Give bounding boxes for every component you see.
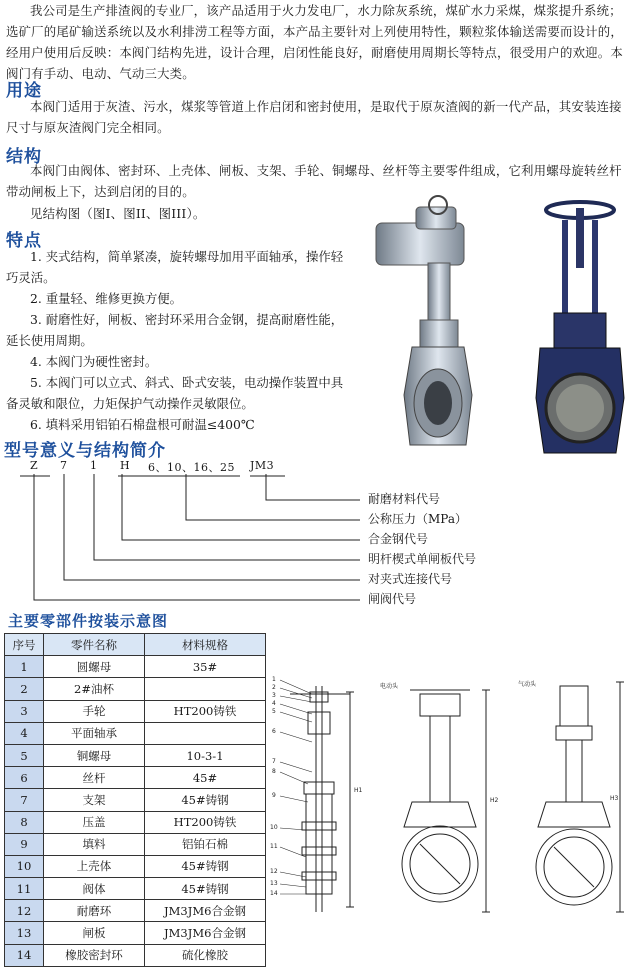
part-index-cell: 2 (5, 678, 44, 700)
part-material-cell: 45#铸钢 (145, 855, 266, 877)
code-7: 7 (60, 459, 68, 472)
callout-9: 9 (272, 792, 276, 799)
col-name: 零件名称 (44, 634, 145, 656)
part-name-cell: 圆螺母 (44, 656, 145, 678)
electric-valve-photo (368, 195, 498, 465)
structure-see-figures: 见结构图（图I、图II、图III）。 (30, 206, 206, 221)
label-wafer-connection: 对夹式连接代号 (368, 572, 453, 586)
part-name-cell: 填料 (44, 833, 145, 855)
part-index-cell: 8 (5, 811, 44, 833)
col-index: 序号 (5, 634, 44, 656)
code-z: Z (30, 459, 39, 472)
part-index-cell: 6 (5, 767, 44, 789)
parts-table (4, 633, 266, 967)
feature-item-2: 2. 重量轻、维修更换方便。 (30, 291, 183, 306)
table-row (5, 878, 266, 900)
feature-item-1: 1. 夹式结构，简单紧凑，旋转螺母加用平面轴承，操作轻巧灵活。 (6, 249, 344, 285)
table-row (5, 789, 266, 811)
feature-item-4: 4. 本阀门为硬性密封。 (30, 354, 158, 369)
part-index-cell: 14 (5, 944, 44, 966)
part-index-cell: 5 (5, 744, 44, 766)
structure-heading: 结构 (6, 147, 42, 167)
part-material-cell: HT200铸铁 (145, 811, 266, 833)
part-name-cell: 平面轴承 (44, 722, 145, 744)
parts-heading: 主要零部件按装示意图 (8, 612, 169, 630)
part-material-cell: JM3JM6合金钢 (145, 922, 266, 944)
part-material-cell: 35# (145, 656, 266, 678)
dim-h1: H1 (354, 787, 363, 794)
part-name-cell: 丝杆 (44, 767, 145, 789)
part-material-cell: 铝铂石棉 (145, 833, 266, 855)
callout-8: 8 (272, 768, 276, 775)
part-name-cell: 耐磨环 (44, 900, 145, 922)
part-material-cell: 10-3-1 (145, 744, 266, 766)
part-material-cell: JM3JM6合金钢 (145, 900, 266, 922)
label-wedge-gate: 明杆楔式单闸板代号 (368, 552, 477, 566)
table-row (5, 833, 266, 855)
table-row (5, 900, 266, 922)
part-material-cell: HT200铸铁 (145, 700, 266, 722)
callout-7: 7 (272, 758, 276, 765)
callout-10: 10 (270, 824, 278, 831)
table-row (5, 811, 266, 833)
code-pressure: 6、10、16、25 (148, 461, 235, 474)
model-heading: 型号意义与结构简介 (4, 441, 166, 461)
part-material-cell: 45#铸钢 (145, 878, 266, 900)
features-list (6, 246, 346, 435)
use-heading: 用途 (6, 81, 42, 101)
dim-h3: H3 (610, 795, 619, 802)
part-index-cell: 10 (5, 855, 44, 877)
code-h: H (120, 459, 131, 472)
table-row (5, 767, 266, 789)
callout-14: 14 (270, 890, 278, 897)
callout-1: 1 (272, 676, 276, 683)
callout-5: 5 (272, 708, 276, 715)
part-material-cell: 45#铸钢 (145, 789, 266, 811)
label-nominal-pressure: 公称压力（MPa） (368, 512, 467, 526)
code-jm3: JM3 (250, 459, 275, 472)
part-index-cell: 1 (5, 656, 44, 678)
part-index-cell: 3 (5, 700, 44, 722)
part-name-cell: 2#油杯 (44, 678, 145, 700)
part-material-cell (145, 722, 266, 744)
callout-11: 11 (270, 843, 278, 850)
part-index-cell: 13 (5, 922, 44, 944)
label-pneumatic-head: 气动头 (518, 681, 537, 688)
part-material-cell: 硫化橡胶 (145, 944, 266, 966)
label-electric-head: 电动头 (380, 683, 399, 690)
intro-paragraph: 我公司是生产排渣阀的专业厂，该产品适用于火力发电厂，水力除灰系统，煤矿水力采煤，煤浆提升系统；选矿厂的尾矿输送系统以及水利排涝工程等方面，本产品主要针对上列使用特性，颗粒浆体输送需要而设计的，经用户使用后反映：本阀门结构先进，设计合理，启闭性能良好，耐磨使用周期长等特点，很受用户的欢迎。本阀门有手动、电动、气动三大类。 (6, 3, 623, 81)
part-name-cell: 阀体 (44, 878, 145, 900)
table-row (5, 922, 266, 944)
table-row (5, 700, 266, 722)
table-row (5, 656, 266, 678)
part-material-cell: 45# (145, 767, 266, 789)
part-material-cell (145, 678, 266, 700)
structure-paragraph: 本阀门由阀体、密封环、上壳体、闸板、支架、手轮、铜螺母、丝杆等主要零件组成，它利用螺母旋转丝杆带动闸板上下，达到启闭的目的。 (6, 163, 622, 199)
part-name-cell: 压盖 (44, 811, 145, 833)
code-1: 1 (90, 459, 98, 472)
use-paragraph: 本阀门适用于灰渣、污水，煤浆等管道上作启闭和密封使用，是取代于原灰渣阀的新一代产品，其安装连接尺寸与原灰渣阀门完全相同。 (6, 99, 622, 135)
dim-h2: H2 (490, 797, 499, 804)
model-leader-lines (0, 472, 400, 608)
part-index-cell: 7 (5, 789, 44, 811)
part-index-cell: 11 (5, 878, 44, 900)
table-row (5, 944, 266, 966)
callout-12: 12 (270, 868, 278, 875)
part-name-cell: 上壳体 (44, 855, 145, 877)
label-wear-material: 耐磨材料代号 (368, 492, 441, 506)
callout-2: 2 (272, 684, 276, 691)
part-index-cell: 4 (5, 722, 44, 744)
label-gate-valve: 闸阀代号 (368, 592, 417, 606)
callout-13: 13 (270, 880, 278, 887)
part-name-cell: 闸板 (44, 922, 145, 944)
feature-item-3: 3. 耐磨性好，闸板、密封环采用合金钢，提高耐磨性能，延长使用周期。 (6, 312, 344, 348)
features-heading: 特点 (6, 231, 42, 251)
feature-item-6: 6. 填料采用铝铂石棉盘根可耐温≤400℃ (30, 417, 255, 432)
manual-valve-photo (530, 198, 630, 463)
part-name-cell: 橡胶密封环 (44, 944, 145, 966)
callout-4: 4 (272, 700, 276, 707)
part-index-cell: 9 (5, 833, 44, 855)
feature-item-5: 5. 本阀门可以立式、斜式、卧式安装，电动操作装置中具备灵敏和限位，力矩保护气动操作灵敏限位。 (6, 375, 344, 411)
callout-6: 6 (272, 728, 276, 735)
table-row (5, 678, 266, 700)
part-name-cell: 铜螺母 (44, 744, 145, 766)
part-name-cell: 手轮 (44, 700, 145, 722)
callout-3: 3 (272, 692, 276, 699)
col-material: 材料规格 (145, 634, 266, 656)
table-row (5, 855, 266, 877)
part-name-cell: 支架 (44, 789, 145, 811)
table-row (5, 744, 266, 766)
label-alloy-steel: 合金钢代号 (368, 532, 429, 546)
structure-drawings (270, 672, 632, 972)
table-row (5, 722, 266, 744)
part-index-cell: 12 (5, 900, 44, 922)
